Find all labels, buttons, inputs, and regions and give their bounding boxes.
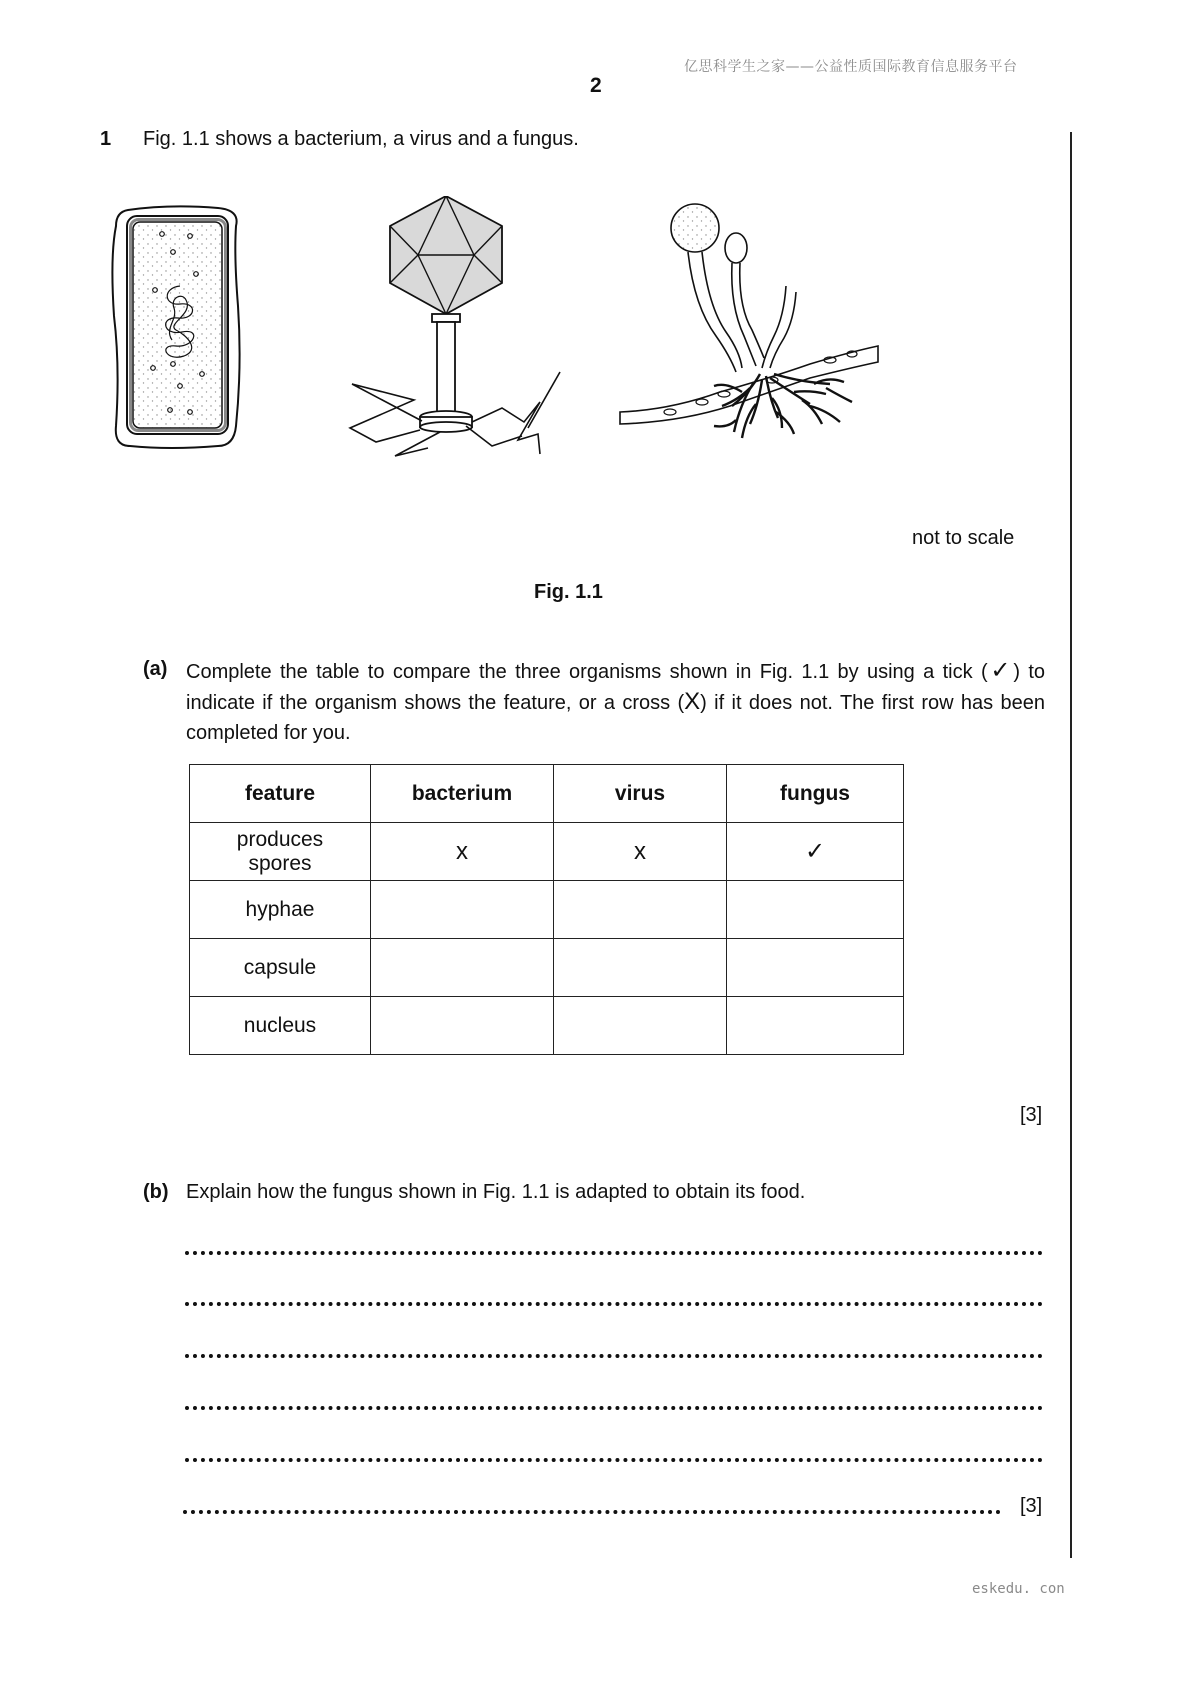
part-b-marks: [3] (1020, 1495, 1043, 1517)
cross-icon: X (684, 688, 701, 715)
margin-rule (1070, 132, 1072, 1558)
answer-cell-virus[interactable] (554, 881, 727, 939)
answer-line[interactable] (185, 1406, 1043, 1410)
figure-caption: Fig. 1.1 (534, 581, 603, 603)
part-a-label: (a) (143, 658, 168, 680)
answer-cell-fungus[interactable] (727, 939, 904, 997)
part-a-text-2: ) to indicate if the organism shows the feature, or a cross ( (186, 661, 1045, 714)
feature-line-1: produces (236, 827, 324, 851)
answer-line[interactable] (185, 1302, 1043, 1306)
part-b-label: (b) (143, 1181, 169, 1203)
part-a-marks: [3] (1020, 1104, 1043, 1126)
answer-cell-virus[interactable] (554, 939, 727, 997)
table-header-row (190, 765, 904, 823)
fungus-drawing (620, 204, 878, 438)
cell-bacterium: x (371, 823, 554, 881)
header-virus: virus (554, 765, 727, 823)
row-feature (190, 823, 371, 881)
answer-cell-bacterium[interactable] (371, 997, 554, 1055)
cell-fungus: ✓ (727, 823, 904, 881)
part-a-text-3: ) if it does not. The first row has been completed for you. (186, 692, 1045, 744)
page-number: 2 (590, 74, 602, 97)
answer-cell-fungus[interactable] (727, 997, 904, 1055)
scale-note: not to scale (912, 527, 1015, 549)
tick-icon: ✓ (987, 657, 1014, 684)
table-row (190, 939, 904, 997)
answer-cell-bacterium[interactable] (371, 939, 554, 997)
part-a-text-1: Complete the table to compare the three organisms shown in Fig. 1.1 by using a tick ( (186, 661, 988, 683)
answer-cell-fungus[interactable] (727, 881, 904, 939)
cell-virus: x (554, 823, 727, 881)
table-row (190, 881, 904, 939)
figure-1-1 (110, 196, 960, 496)
part-b-question: Explain how the fungus shown in Fig. 1.1 is adapted to obtain its food. (186, 1181, 806, 1203)
question-intro: Fig. 1.1 shows a bacterium, a virus and a fungus. (143, 128, 579, 150)
answer-line[interactable] (185, 1458, 1043, 1462)
bacterium-drawing (112, 206, 239, 448)
header-fungus: fungus (727, 765, 904, 823)
row-feature: hyphae (190, 881, 371, 939)
answer-cell-virus[interactable] (554, 997, 727, 1055)
feature-line-2: spores (248, 851, 312, 875)
comparison-table (189, 764, 904, 1055)
question-number: 1 (100, 128, 112, 150)
answer-cell-bacterium[interactable] (371, 881, 554, 939)
header-bacterium: bacterium (371, 765, 554, 823)
header-feature: feature (190, 765, 371, 823)
part-a-instruction (186, 656, 1045, 748)
row-feature: nucleus (190, 997, 371, 1055)
footer-watermark: eskedu. con (972, 1581, 1065, 1597)
table-row (190, 823, 904, 881)
row-feature: capsule (190, 939, 371, 997)
virus-drawing (350, 196, 560, 456)
header-watermark: 亿思科学生之家——公益性质国际教育信息服务平台 (684, 59, 1018, 75)
answer-line[interactable] (183, 1510, 1001, 1514)
table-row (190, 997, 904, 1055)
answer-line[interactable] (185, 1354, 1043, 1358)
answer-line[interactable] (185, 1251, 1043, 1255)
